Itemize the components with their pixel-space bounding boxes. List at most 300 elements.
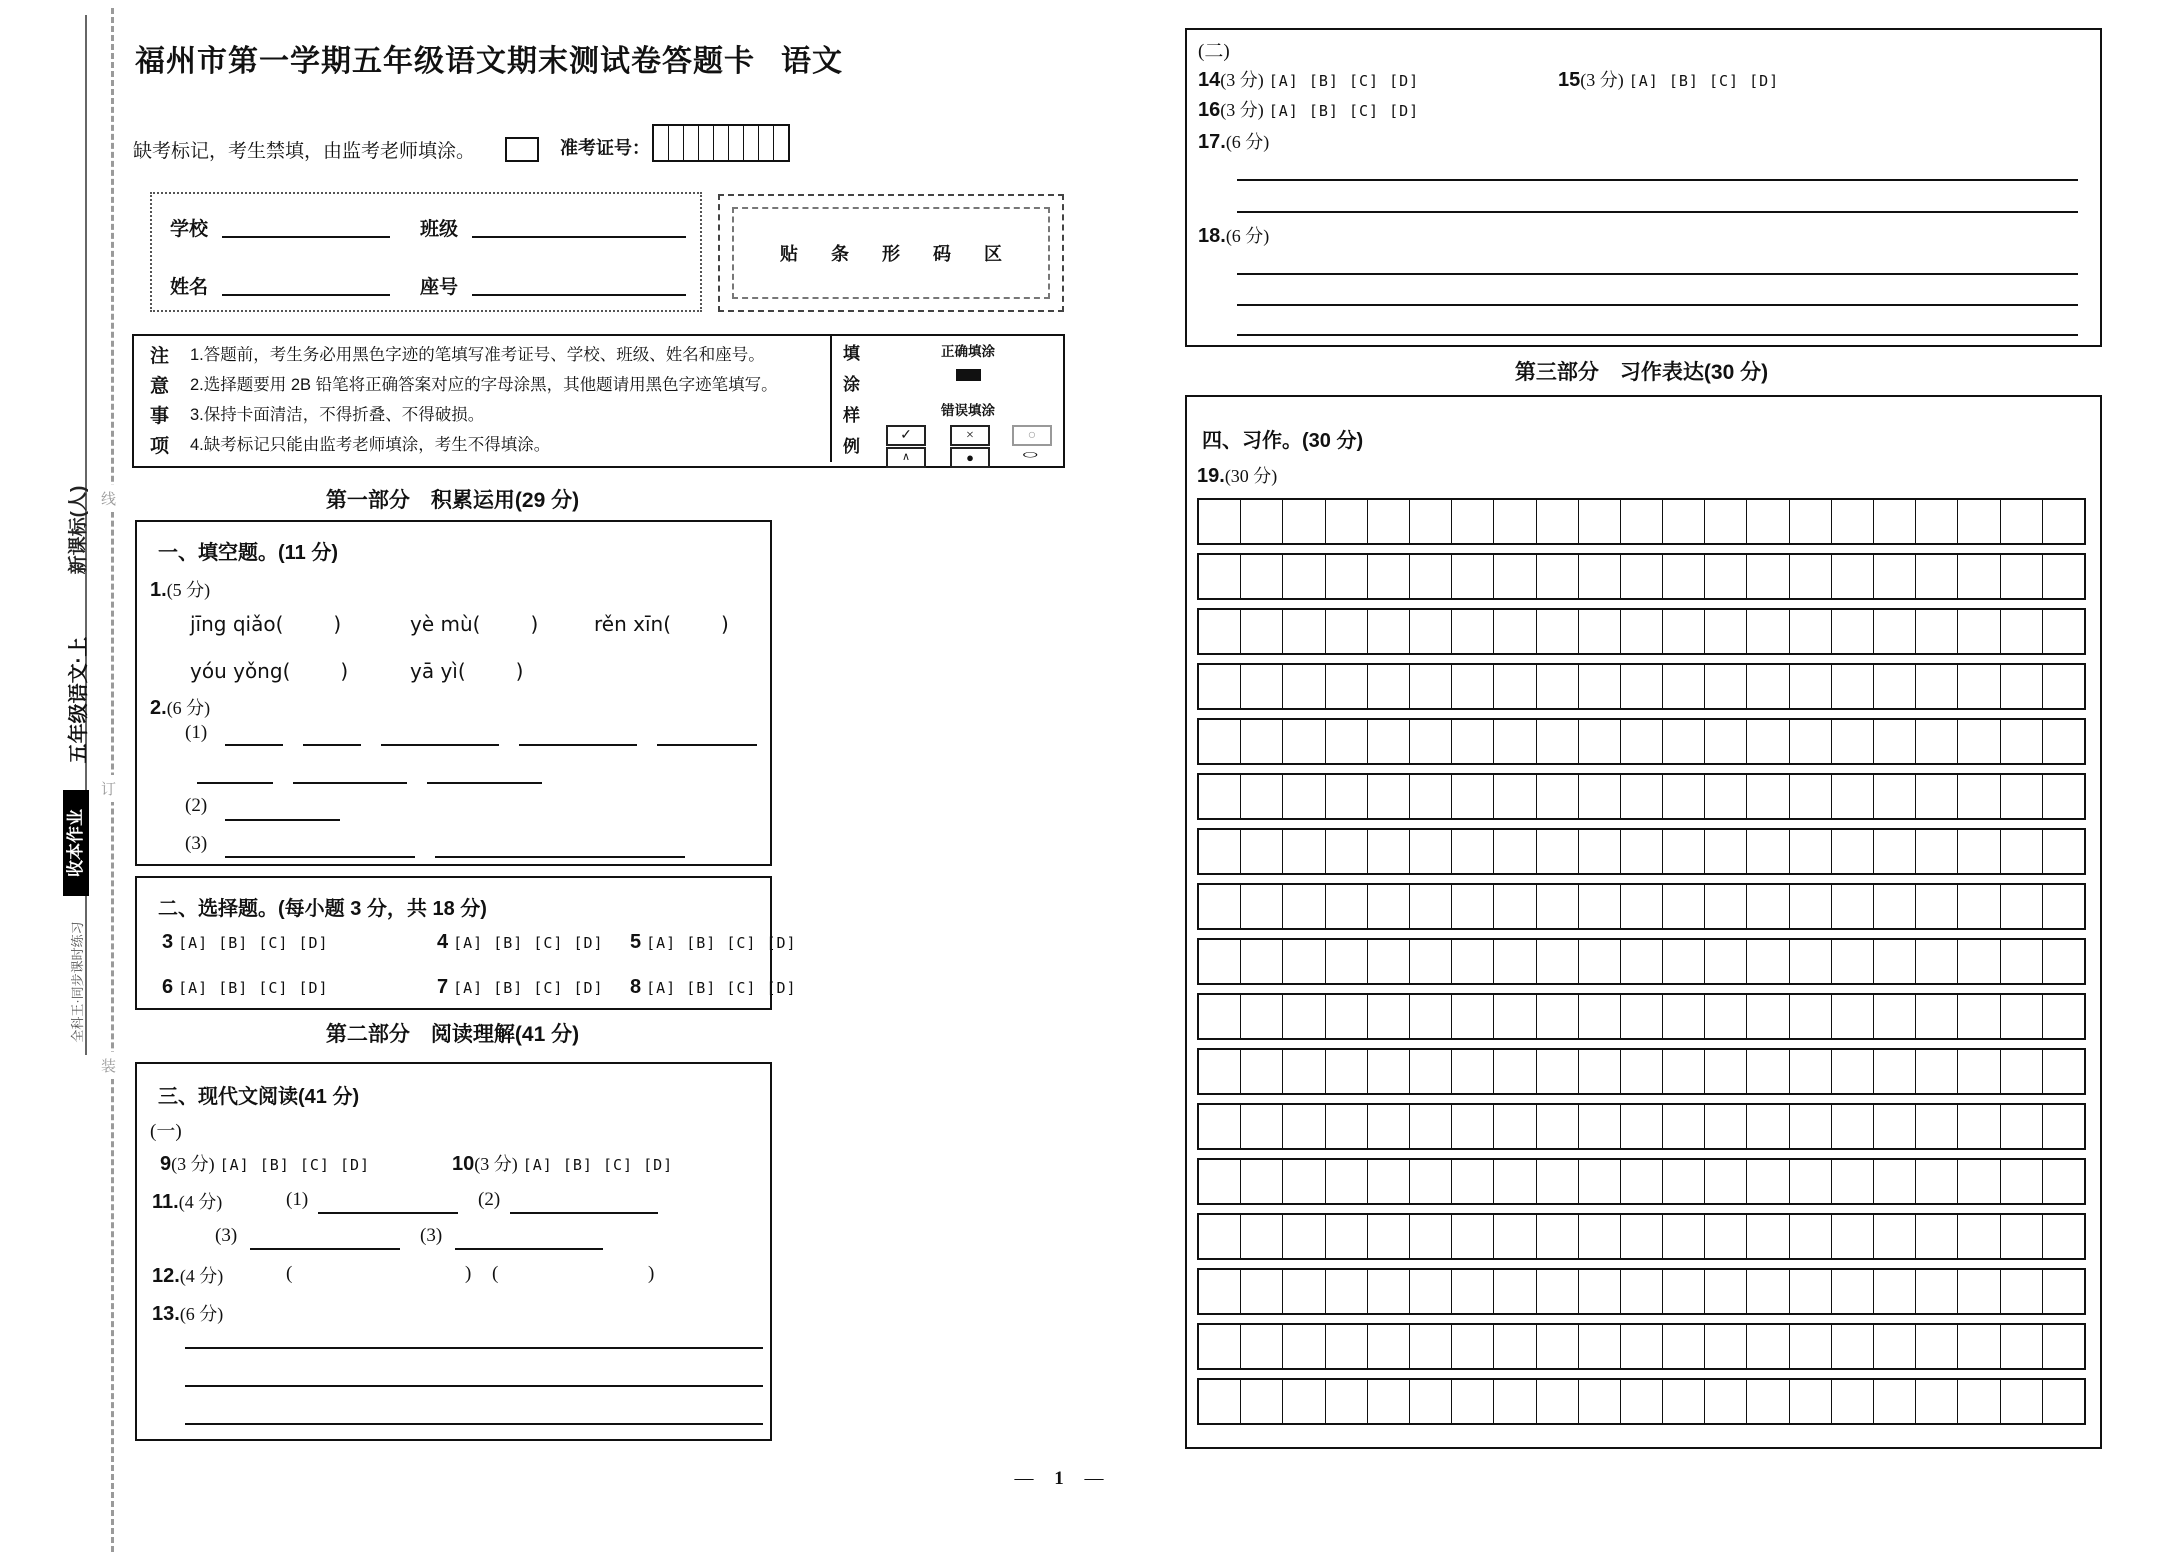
essay-cell[interactable]	[1451, 1325, 1493, 1368]
essay-cell[interactable]	[1957, 665, 1999, 708]
admission-cell[interactable]	[698, 126, 713, 160]
essay-cell[interactable]	[1493, 940, 1535, 983]
essay-cell[interactable]	[1831, 665, 1873, 708]
essay-cell[interactable]	[1915, 500, 1957, 543]
essay-cell[interactable]	[2042, 555, 2084, 598]
essay-cell[interactable]	[1704, 830, 1746, 873]
essay-cell[interactable]	[1199, 500, 1240, 543]
essay-cell[interactable]	[1282, 555, 1324, 598]
essay-cell[interactable]	[1367, 775, 1409, 818]
essay-cell[interactable]	[2042, 940, 2084, 983]
essay-cell[interactable]	[1873, 1270, 1915, 1313]
essay-cell[interactable]	[1915, 775, 1957, 818]
essay-cell[interactable]	[1199, 1105, 1240, 1148]
essay-cell[interactable]	[1199, 1325, 1240, 1368]
essay-cell[interactable]	[1240, 1050, 1282, 1093]
essay-cell[interactable]	[1915, 1105, 1957, 1148]
essay-cell[interactable]	[1282, 665, 1324, 708]
essay-cell[interactable]	[1620, 1050, 1662, 1093]
essay-cell[interactable]	[1325, 885, 1367, 928]
essay-cell[interactable]	[2000, 775, 2042, 818]
answer-blank[interactable]	[381, 744, 499, 746]
essay-cell[interactable]	[1957, 830, 1999, 873]
essay-cell[interactable]	[1620, 610, 1662, 653]
essay-cell[interactable]	[1831, 720, 1873, 763]
essay-cell[interactable]	[1536, 1380, 1578, 1423]
essay-cell[interactable]	[1662, 665, 1704, 708]
essay-cell[interactable]	[1746, 1325, 1788, 1368]
essay-cell[interactable]	[1704, 1380, 1746, 1423]
essay-cell[interactable]	[1957, 1270, 1999, 1313]
essay-cell[interactable]	[1746, 940, 1788, 983]
essay-cell[interactable]	[1240, 720, 1282, 763]
essay-cell[interactable]	[1662, 610, 1704, 653]
answer-blank[interactable]	[225, 744, 283, 746]
essay-cell[interactable]	[1199, 1380, 1240, 1423]
essay-cell[interactable]	[1578, 665, 1620, 708]
essay-cell[interactable]	[2042, 1215, 2084, 1258]
choice-q6[interactable]	[162, 976, 329, 999]
essay-cell[interactable]	[1662, 940, 1704, 983]
essay-cell[interactable]	[1409, 665, 1451, 708]
essay-cell[interactable]	[1493, 665, 1535, 708]
essay-cell[interactable]	[1789, 1325, 1831, 1368]
essay-cell[interactable]	[2000, 1160, 2042, 1203]
essay-cell[interactable]	[1873, 775, 1915, 818]
essay-cell[interactable]	[1578, 1215, 1620, 1258]
essay-cell[interactable]	[1282, 940, 1324, 983]
essay-cell[interactable]	[1789, 830, 1831, 873]
essay-cell[interactable]	[2042, 610, 2084, 653]
essay-cell[interactable]	[2000, 555, 2042, 598]
essay-cell[interactable]	[1451, 1380, 1493, 1423]
essay-cell[interactable]	[1199, 555, 1240, 598]
essay-cell[interactable]	[1915, 1215, 1957, 1258]
essay-cell[interactable]	[1746, 720, 1788, 763]
essay-cell[interactable]	[1915, 1270, 1957, 1313]
essay-cell[interactable]	[1536, 1160, 1578, 1203]
essay-cell[interactable]	[1831, 995, 1873, 1038]
essay-cell[interactable]	[1367, 555, 1409, 598]
essay-cell[interactable]	[1915, 1160, 1957, 1203]
essay-cell[interactable]	[1789, 610, 1831, 653]
essay-cell[interactable]	[1704, 720, 1746, 763]
essay-cell[interactable]	[1367, 1270, 1409, 1313]
essay-cell[interactable]	[1662, 1160, 1704, 1203]
essay-cell[interactable]	[1451, 500, 1493, 543]
essay-cell[interactable]	[1957, 1325, 1999, 1368]
choice-q5[interactable]	[630, 931, 797, 954]
essay-cell[interactable]	[1831, 610, 1873, 653]
essay-cell[interactable]	[1536, 885, 1578, 928]
essay-cell[interactable]	[1873, 830, 1915, 873]
essay-cell[interactable]	[1409, 1325, 1451, 1368]
essay-cell[interactable]	[1746, 1270, 1788, 1313]
essay-cell[interactable]	[1199, 665, 1240, 708]
admission-cell[interactable]	[758, 126, 773, 160]
essay-cell[interactable]	[1789, 555, 1831, 598]
essay-cell[interactable]	[1451, 1270, 1493, 1313]
essay-cell[interactable]	[1578, 720, 1620, 763]
essay-cell[interactable]	[1746, 885, 1788, 928]
essay-cell[interactable]	[1409, 555, 1451, 598]
essay-cell[interactable]	[1199, 610, 1240, 653]
essay-cell[interactable]	[1662, 830, 1704, 873]
essay-cell[interactable]	[1662, 775, 1704, 818]
essay-cell[interactable]	[1915, 1050, 1957, 1093]
essay-cell[interactable]	[1240, 665, 1282, 708]
essay-cell[interactable]	[1915, 1380, 1957, 1423]
essay-cell[interactable]	[1915, 940, 1957, 983]
essay-cell[interactable]	[1536, 555, 1578, 598]
essay-cell[interactable]	[1789, 1050, 1831, 1093]
essay-cell[interactable]	[1493, 830, 1535, 873]
essay-cell[interactable]	[1409, 500, 1451, 543]
essay-cell[interactable]	[1367, 720, 1409, 763]
essay-cell[interactable]	[1451, 610, 1493, 653]
essay-cell[interactable]	[1704, 1105, 1746, 1148]
essay-cell[interactable]	[1704, 1215, 1746, 1258]
essay-cell[interactable]	[1662, 995, 1704, 1038]
essay-cell[interactable]	[1789, 995, 1831, 1038]
essay-cell[interactable]	[1915, 610, 1957, 653]
answer-options[interactable]: [A] [B] [C] [D]	[219, 1156, 371, 1174]
essay-cell[interactable]	[1662, 1325, 1704, 1368]
essay-cell[interactable]	[1536, 1050, 1578, 1093]
essay-cell[interactable]	[1451, 720, 1493, 763]
essay-cell[interactable]	[1578, 1050, 1620, 1093]
essay-cell[interactable]	[1493, 610, 1535, 653]
essay-cell[interactable]	[1620, 940, 1662, 983]
essay-cell[interactable]	[1493, 720, 1535, 763]
answer-line[interactable]	[185, 1347, 763, 1349]
essay-cell[interactable]	[1451, 1215, 1493, 1258]
essay-cell[interactable]	[1451, 665, 1493, 708]
essay-cell[interactable]	[1367, 885, 1409, 928]
essay-cell[interactable]	[1240, 995, 1282, 1038]
essay-cell[interactable]	[1789, 500, 1831, 543]
essay-cell[interactable]	[1915, 720, 1957, 763]
essay-cell[interactable]	[1662, 555, 1704, 598]
essay-cell[interactable]	[1282, 995, 1324, 1038]
essay-cell[interactable]	[1578, 555, 1620, 598]
essay-cell[interactable]	[1957, 1050, 1999, 1093]
essay-cell[interactable]	[1662, 1215, 1704, 1258]
essay-cell[interactable]	[1325, 1270, 1367, 1313]
choice-q4[interactable]	[437, 931, 604, 954]
essay-cell[interactable]	[1789, 1215, 1831, 1258]
essay-cell[interactable]	[1746, 1380, 1788, 1423]
answer-options[interactable]: [A] [B] [C] [D]	[178, 934, 329, 952]
essay-cell[interactable]	[2042, 775, 2084, 818]
essay-cell[interactable]	[2042, 500, 2084, 543]
essay-cell[interactable]	[1367, 1325, 1409, 1368]
essay-cell[interactable]	[1367, 940, 1409, 983]
admission-cell[interactable]	[728, 126, 743, 160]
essay-cell[interactable]	[1409, 1215, 1451, 1258]
essay-cell[interactable]	[1409, 885, 1451, 928]
essay-cell[interactable]	[1873, 885, 1915, 928]
essay-cell[interactable]	[1451, 1050, 1493, 1093]
essay-cell[interactable]	[1451, 830, 1493, 873]
essay-cell[interactable]	[2000, 1380, 2042, 1423]
essay-cell[interactable]	[2042, 885, 2084, 928]
essay-cell[interactable]	[1199, 885, 1240, 928]
essay-cell[interactable]	[1704, 940, 1746, 983]
essay-cell[interactable]	[1536, 940, 1578, 983]
essay-cell[interactable]	[1409, 1160, 1451, 1203]
answer-options[interactable]: [A] [B] [C] [D]	[178, 979, 329, 997]
essay-cell[interactable]	[1451, 1160, 1493, 1203]
essay-cell[interactable]	[2000, 720, 2042, 763]
essay-cell[interactable]	[1367, 610, 1409, 653]
essay-cell[interactable]	[2000, 1270, 2042, 1313]
essay-cell[interactable]	[1662, 885, 1704, 928]
absent-mark-checkbox[interactable]	[505, 137, 539, 162]
essay-cell[interactable]	[1493, 1160, 1535, 1203]
essay-cell[interactable]	[1957, 500, 1999, 543]
essay-cell[interactable]	[1367, 830, 1409, 873]
essay-cell[interactable]	[1536, 665, 1578, 708]
essay-cell[interactable]	[1325, 1160, 1367, 1203]
essay-cell[interactable]	[1578, 995, 1620, 1038]
essay-cell[interactable]	[1282, 1270, 1324, 1313]
answer-blank[interactable]	[293, 782, 407, 784]
essay-cell[interactable]	[1620, 830, 1662, 873]
essay-cell[interactable]	[1620, 500, 1662, 543]
answer-options[interactable]: [A] [B] [C] [D]	[646, 934, 797, 952]
essay-cell[interactable]	[1451, 885, 1493, 928]
essay-cell[interactable]	[1873, 720, 1915, 763]
essay-cell[interactable]	[1915, 830, 1957, 873]
essay-cell[interactable]	[1493, 1215, 1535, 1258]
essay-cell[interactable]	[1915, 665, 1957, 708]
essay-cell[interactable]	[1493, 1050, 1535, 1093]
essay-cell[interactable]	[2000, 610, 2042, 653]
answer-blank[interactable]	[303, 744, 361, 746]
essay-cell[interactable]	[1789, 665, 1831, 708]
essay-cell[interactable]	[1662, 500, 1704, 543]
essay-cell[interactable]	[1957, 940, 1999, 983]
essay-cell[interactable]	[1873, 995, 1915, 1038]
essay-cell[interactable]	[1325, 665, 1367, 708]
essay-cell[interactable]	[1240, 775, 1282, 818]
essay-cell[interactable]	[1789, 1160, 1831, 1203]
essay-cell[interactable]	[1325, 1050, 1367, 1093]
essay-cell[interactable]	[1199, 940, 1240, 983]
essay-cell[interactable]	[1325, 610, 1367, 653]
essay-cell[interactable]	[1325, 1380, 1367, 1423]
essay-cell[interactable]	[1620, 775, 1662, 818]
essay-cell[interactable]	[1957, 610, 1999, 653]
essay-cell[interactable]	[1493, 1270, 1535, 1313]
answer-blank[interactable]	[657, 744, 757, 746]
class-field[interactable]	[472, 236, 686, 238]
essay-cell[interactable]	[1915, 995, 1957, 1038]
essay-cell[interactable]	[1240, 1380, 1282, 1423]
answer-line[interactable]	[185, 1385, 763, 1387]
essay-cell[interactable]	[1662, 1050, 1704, 1093]
answer-options[interactable]: [A] [B] [C] [D]	[453, 979, 604, 997]
essay-cell[interactable]	[1367, 665, 1409, 708]
essay-cell[interactable]	[2000, 830, 2042, 873]
essay-cell[interactable]	[2042, 1050, 2084, 1093]
essay-cell[interactable]	[1746, 555, 1788, 598]
essay-cell[interactable]	[1578, 1380, 1620, 1423]
essay-cell[interactable]	[1409, 830, 1451, 873]
essay-cell[interactable]	[1578, 1105, 1620, 1148]
essay-cell[interactable]	[1536, 610, 1578, 653]
essay-cell[interactable]	[1704, 500, 1746, 543]
essay-cell[interactable]	[1620, 555, 1662, 598]
essay-cell[interactable]	[1704, 555, 1746, 598]
essay-cell[interactable]	[1789, 940, 1831, 983]
essay-cell[interactable]	[1409, 775, 1451, 818]
essay-cell[interactable]	[1957, 775, 1999, 818]
essay-cell[interactable]	[1873, 1380, 1915, 1423]
essay-cell[interactable]	[1831, 885, 1873, 928]
essay-cell[interactable]	[1409, 995, 1451, 1038]
essay-cell[interactable]	[2000, 1215, 2042, 1258]
admission-cell[interactable]	[683, 126, 698, 160]
essay-cell[interactable]	[1662, 720, 1704, 763]
essay-cell[interactable]	[2000, 1105, 2042, 1148]
answer-line[interactable]	[185, 1423, 763, 1425]
essay-cell[interactable]	[2042, 720, 2084, 763]
essay-cell[interactable]	[1620, 1105, 1662, 1148]
essay-cell[interactable]	[1240, 1215, 1282, 1258]
name-field[interactable]	[222, 294, 390, 296]
essay-cell[interactable]	[1325, 720, 1367, 763]
pinyin-item[interactable]	[410, 659, 523, 683]
essay-cell[interactable]	[1367, 1050, 1409, 1093]
essay-cell[interactable]	[1409, 1270, 1451, 1313]
essay-cell[interactable]	[1325, 555, 1367, 598]
answer-options[interactable]: [A] [B] [C] [D]	[1268, 102, 1420, 120]
essay-cell[interactable]	[1746, 775, 1788, 818]
essay-cell[interactable]	[1578, 775, 1620, 818]
essay-cell[interactable]	[1240, 500, 1282, 543]
choice-q10[interactable]	[452, 1150, 673, 1176]
essay-cell[interactable]	[1493, 775, 1535, 818]
essay-cell[interactable]	[1620, 1270, 1662, 1313]
essay-cell[interactable]	[1578, 1160, 1620, 1203]
essay-cell[interactable]	[1620, 885, 1662, 928]
essay-cell[interactable]	[1451, 1105, 1493, 1148]
answer-blank[interactable]	[197, 782, 273, 784]
essay-cell[interactable]	[1536, 1325, 1578, 1368]
essay-cell[interactable]	[2042, 830, 2084, 873]
answer-options[interactable]: [A] [B] [C] [D]	[1628, 72, 1780, 90]
essay-cell[interactable]	[1957, 1105, 1999, 1148]
essay-cell[interactable]	[1662, 1270, 1704, 1313]
essay-cell[interactable]	[1199, 995, 1240, 1038]
essay-cell[interactable]	[2000, 940, 2042, 983]
essay-cell[interactable]	[1957, 1160, 1999, 1203]
essay-cell[interactable]	[1282, 1215, 1324, 1258]
essay-cell[interactable]	[1493, 885, 1535, 928]
essay-cell[interactable]	[1240, 885, 1282, 928]
essay-cell[interactable]	[1704, 1050, 1746, 1093]
essay-cell[interactable]	[1704, 1160, 1746, 1203]
essay-cell[interactable]	[1493, 1325, 1535, 1368]
answer-options[interactable]: [A] [B] [C] [D]	[646, 979, 797, 997]
essay-cell[interactable]	[1873, 940, 1915, 983]
essay-cell[interactable]	[1831, 1105, 1873, 1148]
essay-cell[interactable]	[1282, 610, 1324, 653]
answer-blank[interactable]	[435, 856, 685, 858]
essay-cell[interactable]	[2000, 500, 2042, 543]
essay-cell[interactable]	[2042, 995, 2084, 1038]
essay-cell[interactable]	[1409, 1105, 1451, 1148]
essay-cell[interactable]	[1199, 1050, 1240, 1093]
essay-cell[interactable]	[1789, 885, 1831, 928]
essay-cell[interactable]	[1240, 1325, 1282, 1368]
essay-cell[interactable]	[1831, 830, 1873, 873]
choice-q8[interactable]	[630, 976, 797, 999]
essay-cell[interactable]	[2000, 665, 2042, 708]
essay-cell[interactable]	[1282, 885, 1324, 928]
essay-cell[interactable]	[1536, 995, 1578, 1038]
admission-cell[interactable]	[773, 126, 788, 160]
answer-blank[interactable]	[250, 1248, 400, 1250]
essay-cell[interactable]	[1240, 610, 1282, 653]
essay-cell[interactable]	[1325, 1215, 1367, 1258]
essay-cell[interactable]	[2042, 1105, 2084, 1148]
essay-cell[interactable]	[1620, 1160, 1662, 1203]
essay-cell[interactable]	[1367, 1215, 1409, 1258]
essay-cell[interactable]	[1536, 775, 1578, 818]
essay-cell[interactable]	[1240, 830, 1282, 873]
essay-cell[interactable]	[1493, 500, 1535, 543]
essay-cell[interactable]	[1282, 500, 1324, 543]
seat-field[interactable]	[472, 294, 686, 296]
answer-options[interactable]: [A] [B] [C] [D]	[1268, 72, 1420, 90]
essay-cell[interactable]	[1578, 830, 1620, 873]
choice-q3[interactable]	[162, 931, 329, 954]
essay-cell[interactable]	[1282, 1105, 1324, 1148]
essay-cell[interactable]	[1873, 610, 1915, 653]
essay-cell[interactable]	[1957, 995, 1999, 1038]
essay-cell[interactable]	[1578, 500, 1620, 543]
essay-cell[interactable]	[1199, 775, 1240, 818]
essay-cell[interactable]	[1409, 1380, 1451, 1423]
essay-cell[interactable]	[1831, 1050, 1873, 1093]
essay-cell[interactable]	[1746, 1215, 1788, 1258]
essay-cell[interactable]	[1240, 1160, 1282, 1203]
essay-cell[interactable]	[1831, 775, 1873, 818]
essay-cell[interactable]	[1831, 1270, 1873, 1313]
answer-blank[interactable]	[455, 1248, 603, 1250]
essay-cell[interactable]	[2000, 1325, 2042, 1368]
essay-cell[interactable]	[1536, 1105, 1578, 1148]
answer-blank[interactable]	[225, 856, 415, 858]
essay-cell[interactable]	[1704, 885, 1746, 928]
answer-options[interactable]: [A] [B] [C] [D]	[522, 1156, 674, 1174]
essay-cell[interactable]	[1957, 1380, 1999, 1423]
essay-cell[interactable]	[1199, 1160, 1240, 1203]
essay-cell[interactable]	[1536, 500, 1578, 543]
essay-cell[interactable]	[1873, 500, 1915, 543]
essay-cell[interactable]	[1240, 1105, 1282, 1148]
essay-cell[interactable]	[1620, 1215, 1662, 1258]
essay-cell[interactable]	[1282, 1050, 1324, 1093]
essay-cell[interactable]	[1704, 1325, 1746, 1368]
answer-blank[interactable]	[519, 744, 637, 746]
essay-cell[interactable]	[1578, 1270, 1620, 1313]
pinyin-item[interactable]	[190, 659, 348, 683]
essay-cell[interactable]	[1493, 1105, 1535, 1148]
